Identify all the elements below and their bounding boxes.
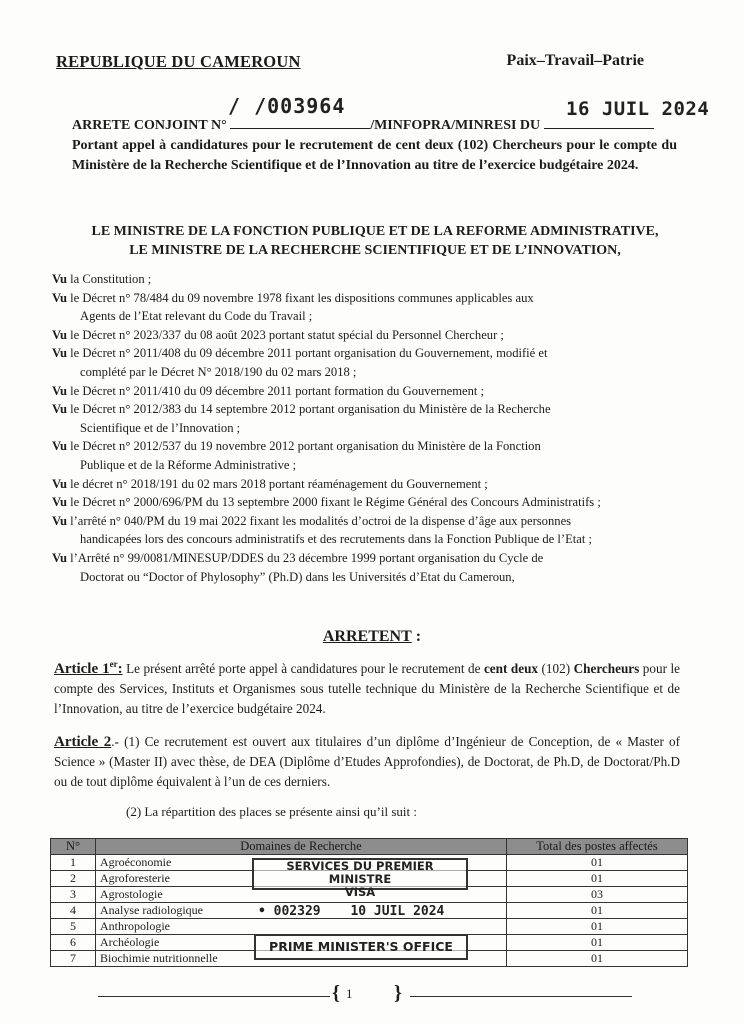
row-domain: Agroforesterie [96,871,507,887]
stamp-date: 10 JUIL 2024 [350,904,445,919]
row-number: 1 [51,855,96,871]
row-total: 01 [507,951,688,967]
article-2-text: .- (1) Ce recrutement est ouvert aux titulaires d’un diplôme d’Ingénieur de Conception, de « Master of Science » (Master II) avec thèse, de DEA (Diplôme d’Etudes Approfondies), de Doctorat, de Ph.D, de Doctorat/Ph.D ou de tout diplôme équivalent à l’un de ces derniers. [54,734,680,789]
arrete-subtitle: Portant appel à candidatures pour le recrutement de cent deux (102) Chercheurs pour le compte du Ministère de la Recherche Scientifique et de l’Innovation au titre de l’exercice budgétaire 2024. [72,138,677,173]
row-total: 03 [507,887,688,903]
row-total: 01 [507,919,688,935]
vu-item: Vu le Décret n° 2012/383 du 14 septembre 2012 portant organisation du Ministère de la Recherche Scientifique et de l’Innovation ; [52,402,551,435]
page-number: 1 [346,986,353,1001]
arrete-date-blank [544,116,654,129]
article-1-title: Article 1er: [54,659,123,677]
header-domain: Domaines de Recherche [96,839,507,855]
row-number: 2 [51,871,96,887]
header-total: Total des postes affectés [507,839,688,855]
footer-line-right [410,996,632,997]
row-total: 01 [507,935,688,951]
row-number: 3 [51,887,96,903]
stamp-services: SERVICES DU PREMIER MINISTRE [286,859,434,886]
vu-item: Vu l’Arrêté n° 99/0081/MINESUP/DDES du 23 décembre 1999 portant organisation du Cycle de Doctorat ou “Doctor of Phylosophy” (Ph.D) dans les Universités d’Etat du Cameroun, [52,550,544,584]
row-total: 01 [507,903,688,919]
vu-item: Vu le Décret n° 2012/537 du 19 novembre 2012 portant organisation du Ministère de la Fonction Publique et de la Réforme Administrative ; [52,439,541,472]
row-domain: Agrostologie [96,887,507,903]
vu-item: Vu l’arrêté n° 040/PM du 19 mai 2022 fixant les modalités d’octroi de la dispense d’âge aux personnes handicapées lors des concours administratifs et des recrutements dans la Fonction Publique de l’Etat ; [52,513,593,547]
arrete-prefix: ARRETE CONJOINT N° [72,118,227,133]
arretent-word: ARRETENT [322,628,412,645]
row-number: 4 [51,903,96,919]
arretent-colon: : [411,628,422,645]
vu-item: Vu le Décret n° 2000/696/PM du 13 septembre 2000 fixant le Régime Général des Concours Administratifs ; [52,495,601,510]
arrete-date-handwritten: 16 JUIL 2024 [566,98,710,120]
stamp-visa-box [252,858,468,899]
header-num: N° [51,839,96,855]
pm-stamp [252,858,468,962]
stamp-number-date [258,904,444,919]
row-domain: Archéologie [96,935,507,951]
row-domain: Analyse radiologique [96,903,507,919]
article-2-sub2: (2) La répartition des places se présente ainsi qu’il suit : [126,804,417,819]
row-total: 01 [507,855,688,871]
arrete-number-blank [230,116,370,129]
vu-item: Vu la Constitution ; [52,272,152,286]
vu-list [52,270,712,586]
article-2 [54,732,680,792]
arretent-heading [0,628,744,646]
vu-item: Vu le Décret n° 78/484 du 09 novembre 1978 fixant les dispositions communes applicables aux Agents de l’Etat relevant du Code du Travail ; [52,290,534,324]
vu-item: Vu le décret n° 2018/191 du 02 mars 2018 portant réaménagement du Gouvernement ; [52,476,488,491]
arrete-number-handwritten: / /003964 [228,94,346,118]
article-1: Article 1er: Le présent arrêté porte appel à candidatures pour le recrutement de cent deux (102) Chercheurs pour le compte des Services, Instituts et Organismes sous tutelle technique du Ministère de la Recherche Scientifique et de l’Innovation, au titre de l’exercice budgétaire 2024. [54,659,681,716]
row-total: 01 [507,871,688,887]
stamp-number: • 002329 [258,904,321,919]
row-domain: Agroéconomie [96,855,507,871]
ministers-heading [60,222,690,260]
vu-item: Vu le Décret n° 2011/408 du 09 décembre 2011 portant organisation du Gouvernement, modifié et complété par le Décret N° 2018/190 du 02 mars 2018 ; [52,346,548,379]
minister-line-2: LE MINISTRE DE LA RECHERCHE SCIENTIFIQUE ET DE L’INNOVATION, [129,243,621,258]
arrete-middle: /MINFOPRA/MINRESI DU [370,118,541,133]
header-motto: Paix–Travail–Patrie [506,52,644,69]
minister-line-1: LE MINISTRE DE LA FONCTION PUBLIQUE ET DE LA REFORME ADMINISTRATIVE, [91,224,659,239]
stamp-office-box: PRIME MINISTER'S OFFICE [254,934,468,960]
arrete-line [72,116,654,134]
footer-brace-right: } [394,982,402,1004]
footer-brace-left: { [332,982,340,1004]
stamp-visa: VISA [344,885,376,899]
row-domain: Biochimie nutritionnelle [96,951,507,967]
row-domain: Anthropologie [96,919,507,935]
header-republic: REPUBLIQUE DU CAMEROUN [56,52,301,71]
vu-item: Vu le Décret n° 2023/337 du 08 août 2023 portant statut spécial du Personnel Chercheur ; [52,327,504,342]
row-number: 7 [51,951,96,967]
table-header-row [51,839,688,855]
row-number: 5 [51,919,96,935]
article-2-title: Article 2 [54,734,112,750]
footer-line-left [98,996,330,997]
row-number: 6 [51,935,96,951]
vu-item: Vu le Décret n° 2011/410 du 09 décembre 2011 portant formation du Gouvernement ; [52,383,485,398]
